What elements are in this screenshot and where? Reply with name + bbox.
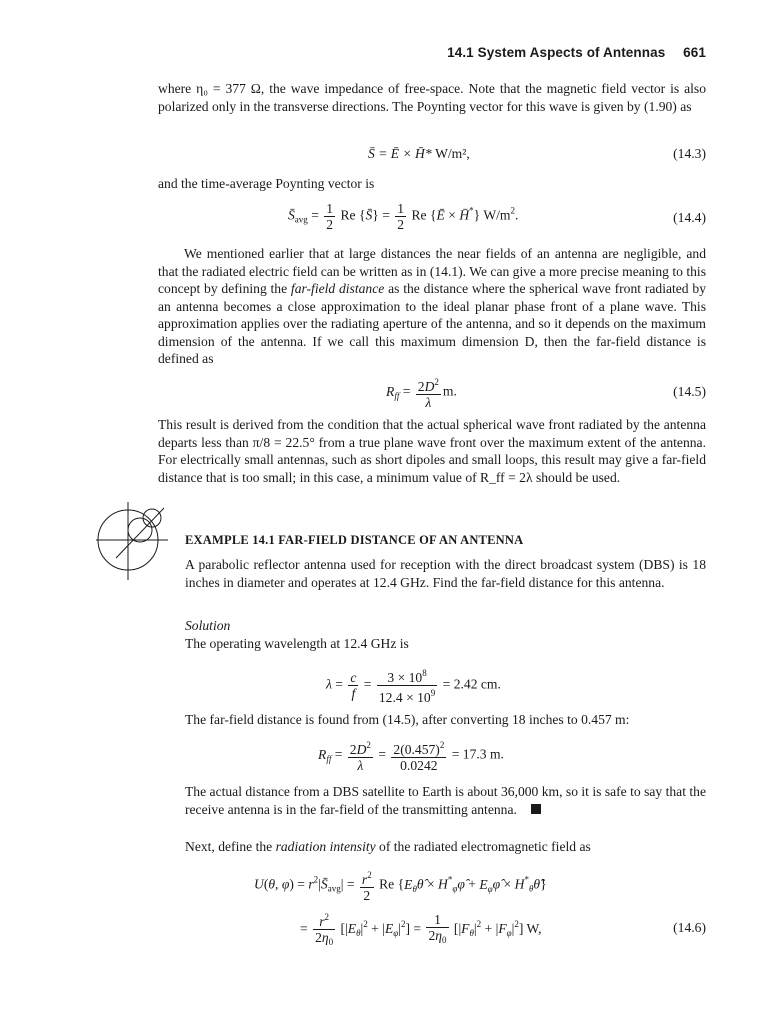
example-conclusion [185,783,706,818]
example-title: EXAMPLE 14.1 FAR-FIELD DISTANCE OF AN ANTENNA [185,533,524,547]
solution-line-1 [185,635,706,653]
solution-line-2 [185,711,706,729]
equation-14-5 [158,373,706,411]
running-header [447,45,706,60]
equation-number: (14.4) [673,210,706,225]
paragraph-far-field-text-b: as the distance where the spherical wave front radiated by an antenna becomes a close approximation to the ideal planar phase front of a plane wave. This approximation applies over the radiating aperture of the antenna, and so it depends on the maximum dimension of the antenna. If we call this maximum dimension D, then the far-field distance is defined as [158,281,706,366]
equation-number: (14.5) [673,384,706,399]
equation-14-4 [158,198,706,238]
paragraph-far-field-text-a: We mentioned earlier that at large distances the near fields of an antenna are negligible, and that the radiated electric field can be written as in (14.1). We can give a more precise meaning to this concept by defining the [158,246,706,296]
paragraph-intro-text: where η₀ = 377 Ω, the wave impedance of free-space. Note that the magnetic field vector is also polarized only in the transverse directions. The Poynting vector for this wave is given by (1.90) as [158,81,706,114]
section-heading: 14.1 System Aspects of Antennas [447,45,666,60]
paragraph-radiation-intensity-text-b: of the radiated electromagnetic field as [375,839,591,854]
equation-14-6-line-1 [158,866,706,906]
equation-14-6-line-2-body: = $\frac{r^2}{2\eta_0}$ $[|E_\theta|^2 + |E_\varphi|^2]$ = $\frac{1}{2\eta_0}$ $[|F_\theta|^2 + |F_\varphi|^2]$ W, [300,912,542,947]
paragraph-time-average-text: and the time-average Poynting vector is [158,176,375,191]
term-far-field-distance: far-field distance [290,281,385,296]
paragraph-intro [158,80,706,115]
paragraph-far-field [158,245,706,368]
equation-rff-body: $R_{ff}$ = $\frac{2D^2}{\lambda}$ = $\frac{2(0.457)^2}{0.0242}$ = 17.3 m. [318,740,504,773]
end-of-example-mark [531,804,541,814]
equation-14-6-line-2 [158,908,706,948]
equation-14-3-body: S̄ = Ē × H̄* W/m², [368,146,470,161]
equation-14-4-body: $S̄_{avg}$ = $\frac{1}{2}$ Re {S̄} = $\frac{1}{2}$ Re {Ē × H̄*} $W/m^2$. [288,201,519,232]
equation-lambda-body: λ = $\frac{c}{f}$ = $\frac{3 \times 10^8}{12.4 \times 10^9}$ = 2.42 cm. [326,668,501,705]
solution-line-1-text: The operating wavelength at 12.4 GHz is [185,636,409,651]
paragraph-derivation [158,416,706,486]
paragraph-derivation-text: This result is derived from the condition that the actual spherical wave front radiated by the antenna departs less than π/8 = 22.5° from a true plane wave front over the maximum extent of the antenna. For electrically small antennas, such as short dipoles and small loops, this result may give a far-field distance that is too small; in this case, a minimum value of R_ff = 2λ should be used. [158,417,706,485]
page-number: 661 [683,45,706,60]
lambda-result: = 2.42 cm. [442,676,501,692]
equation-14-6-line-1-body: U(θ, $\varphi) = r^2|S̄_{avg}|$ = $\frac{r^2}{2}$ Re {$E_\theta\thetâ$ × $H^*_\varphi\varphî$ + $E_\varphi\varphî$ × $H^*_\theta\thetâ$} [254,870,547,903]
paragraph-radiation-intensity-text-a: Next, define the [185,839,276,854]
solution-line-2-text: The far-field distance is found from (14.5), after converting 18 inches to 0.457 m: [185,712,630,727]
paragraph-radiation-intensity [185,838,706,856]
paragraph-time-average [158,175,706,193]
example-problem [185,556,706,591]
equation-14-3 [158,140,706,168]
equation-number: (14.6) [673,920,706,935]
equation-lambda [158,664,706,704]
term-radiation-intensity: radiation intensity [275,839,376,854]
example-antenna-icon [96,500,168,582]
equation-14-5-body: $R_{ff}$ = $\frac{2D^2}{\lambda}$ m. [386,377,457,410]
equation-rff [158,736,706,776]
solution-label: Solution [185,618,231,633]
equation-number: (14.3) [673,146,706,161]
rff-result: = 17.3 m. [451,746,504,762]
example-conclusion-text: The actual distance from a DBS satellite to Earth is about 36,000 km, so it is safe to say that the receive antenna is in the far-field of the transmitting antenna. [185,784,706,817]
example-problem-text: A parabolic reflector antenna used for reception with the direct broadcast system (DBS) is 18 inches in diameter and operates at 12.4 GHz. Find the far-field distance for this antenna. [185,557,706,590]
